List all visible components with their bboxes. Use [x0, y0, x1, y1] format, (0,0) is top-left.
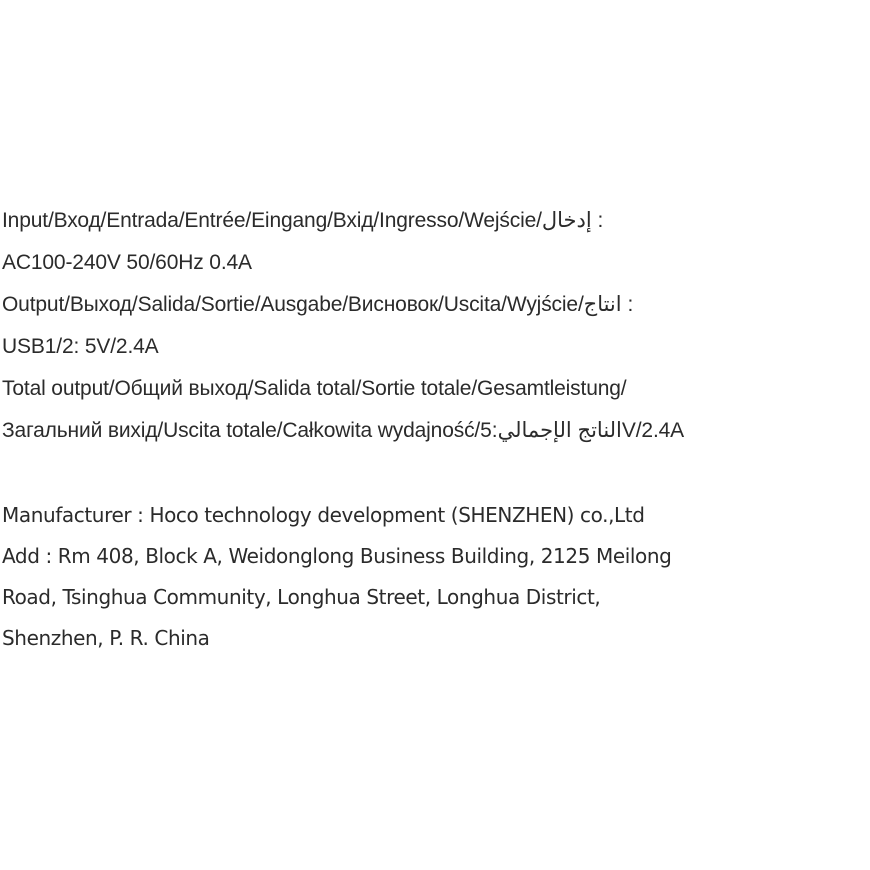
total-output-value: Загальний вихід/Uscita totale/Całkowita wydajność/الناتج الإجمالي:5V/2.4A	[2, 419, 685, 442]
manufacturer-name: Manufacturer : Hoco technology development (SHENZHEN) co.,Ltd	[2, 503, 645, 527]
address-line-2: Road, Tsinghua Community, Longhua Street, Longhua District,	[2, 585, 601, 609]
output-value: USB1/2: 5V/2.4A	[2, 335, 159, 358]
address-line-3: Shenzhen, P. R. China	[2, 626, 210, 650]
input-label: Input/Вход/Entrada/Entrée/Eingang/Вхід/Ingresso/Wejście/إدخال :	[2, 209, 604, 232]
input-value: AC100-240V 50/60Hz 0.4A	[2, 251, 252, 274]
manufacturer-section	[2, 495, 870, 659]
address-line-1: Add : Rm 408, Block A, Weidonglong Business Building, 2125 Meilong	[2, 544, 672, 568]
total-output-label: Total output/Общий выход/Salida total/Sortie totale/Gesamtleistung/	[2, 377, 627, 400]
specifications-section	[2, 200, 870, 452]
output-label: Output/Выход/Salida/Sortie/Ausgabe/Висновок/Uscita/Wyjście/انتاج :	[2, 293, 634, 316]
